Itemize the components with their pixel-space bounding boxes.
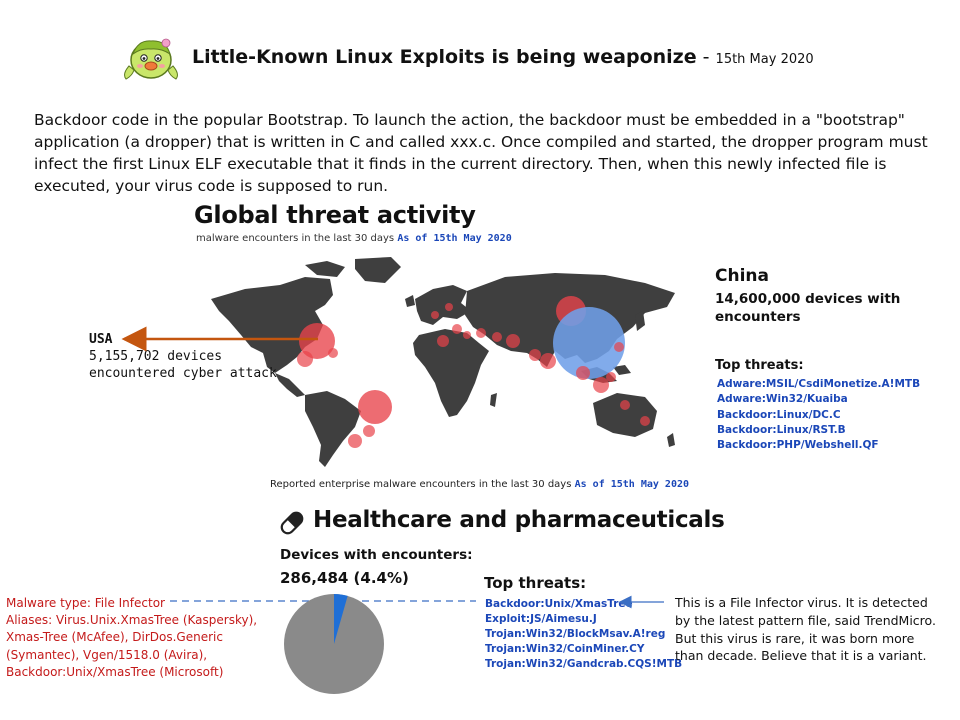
healthcare-devices-label: Devices with encounters:	[280, 547, 473, 563]
malware-aliases: Aliases: Virus.Unix.XmasTree (Kaspersky), Xmas-Tree (McAfee), DirDos.Generic (Symantec), Vgen/1518.0 (Avira), Backdoor:Unix/XmasTree (Microsoft)	[6, 613, 258, 679]
china-threat-item: Adware:Win32/Kuaiba	[717, 393, 848, 406]
reported-encounters-caption	[270, 479, 689, 490]
page-title	[192, 46, 814, 68]
title-date: 15th May 2020	[715, 52, 814, 67]
analysis-note-line2: But this virus is rare, it was born more than decade. Believe that it is a variant.	[675, 630, 927, 664]
malware-info-note	[6, 595, 282, 681]
china-title: China	[715, 266, 769, 286]
healthcare-threat-item: Trojan:Win32/Gandcrab.CQS!MTB	[485, 658, 683, 670]
usa-label: USA	[89, 332, 113, 347]
pie-slice-other	[284, 594, 384, 694]
china-threat-list	[717, 377, 920, 453]
healthcare-top-threats-label: Top threats:	[484, 574, 587, 592]
healthcare-threat-item: Backdoor:Unix/XmasTree	[485, 598, 633, 610]
china-threat-item: Backdoor:Linux/RST.B	[717, 423, 846, 436]
reported-caption-text: Reported enterprise malware encounters in the last 30 days	[270, 479, 572, 490]
analysis-note	[675, 594, 945, 665]
healthcare-devices-value: 286,484 (4.4%)	[280, 569, 409, 587]
intro-paragraph: Backdoor code in the popular Bootstrap. To launch the action, the backdoor must be embedded in a "bootstrap" application (a dropper) that is written in C and called xxx.c. Once compiled and started, the dropper program must infect the first Linux ELF executable that it finds in the current directory. Then, when this newly infected file is executed, your virus code is supposed to run.	[34, 111, 928, 195]
world-threat-map	[205, 255, 685, 470]
page-title-text: Little-Known Linux Exploits is being weaponize	[192, 46, 697, 68]
china-threat-item: Backdoor:PHP/Webshell.QF	[717, 439, 879, 452]
pie-slice-healthcare	[334, 594, 348, 644]
healthcare-threat-item: Exploit:JS/Aimesu.J	[485, 613, 597, 625]
healthcare-threat-list	[485, 597, 682, 672]
healthcare-threat-item: Trojan:Win32/CoinMiner.CY	[485, 643, 645, 655]
china-threat-item: Adware:MSIL/CsdiMonetize.A!MTB	[717, 378, 921, 390]
usa-devices: 5,155,702 devices	[89, 349, 223, 364]
analysis-note-line1: This is a File Infector virus. It is detected by the latest pattern file, said TrendMicro.	[675, 595, 936, 628]
global-threat-as-of: As of 15th May 2020	[397, 233, 512, 244]
global-threat-subtitle-text: malware encounters in the last 30 days	[196, 233, 395, 244]
title-separator: -	[696, 46, 716, 68]
healthcare-share-pie	[284, 594, 384, 694]
china-top-threats-label: Top threats:	[715, 358, 804, 373]
mascot-icon	[116, 32, 186, 84]
healthcare-title: Healthcare and pharmaceuticals	[313, 507, 725, 533]
china-devices: 14,600,000 devices with encounters	[715, 291, 901, 325]
healthcare-threat-item: Trojan:Win32/BlockMsav.A!reg	[485, 628, 666, 640]
global-threat-title: Global threat activity	[194, 201, 476, 229]
usa-annotation	[89, 331, 277, 382]
global-threat-subtitle	[196, 233, 512, 244]
usa-note: encountered cyber attack	[89, 366, 277, 381]
pill-icon	[277, 508, 307, 538]
malware-type: Malware type: File Infector	[6, 596, 165, 610]
reported-as-of: As of 15th May 2020	[574, 479, 689, 490]
china-threat-item: Backdoor:Linux/DC.C	[717, 408, 841, 421]
